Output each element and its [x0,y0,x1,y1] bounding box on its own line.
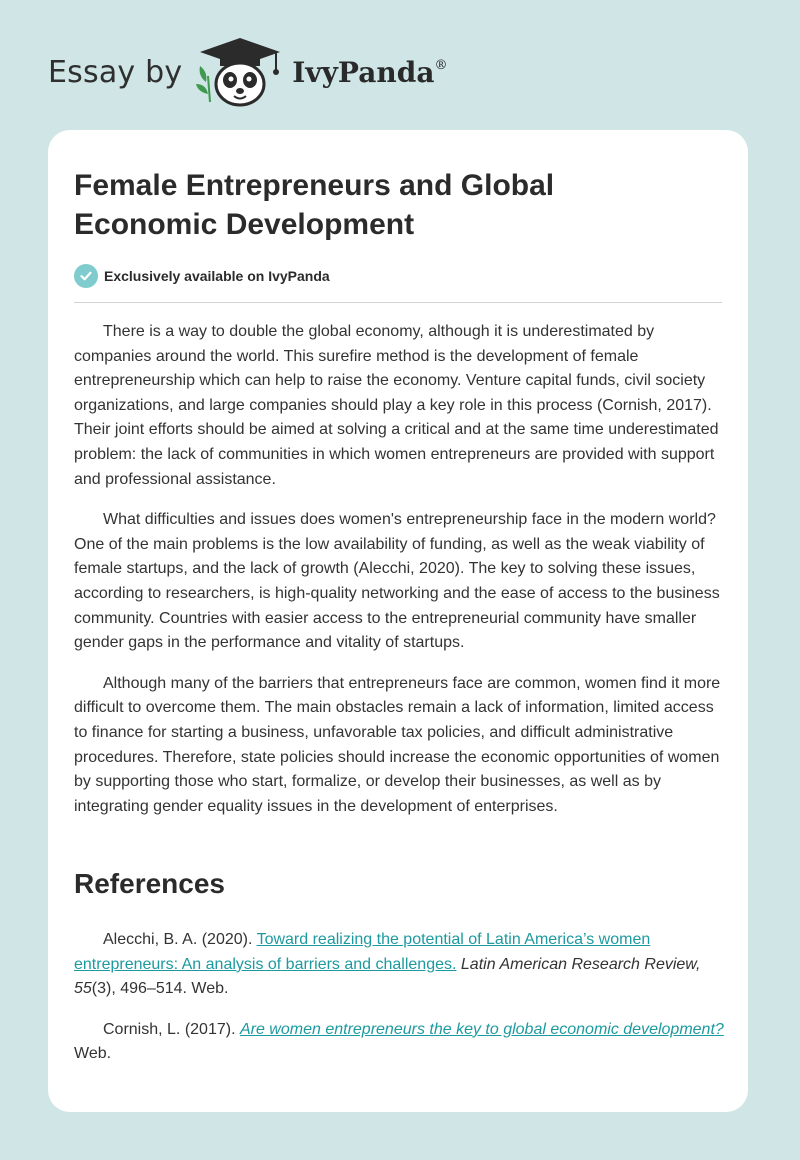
reference-item [74,928,724,1002]
exclusive-badge [74,264,330,288]
checkmark-icon [74,264,98,288]
essay-card [48,130,748,1112]
reference-suffix: (3), 496–514. Web. [91,980,229,998]
reference-suffix: Web. [74,1045,112,1063]
brand-name[interactable] [292,56,447,89]
paragraph: What difficulties and issues does women's entrepreneurship face in the modern world? One of the main problems is the low availability of funding, as well as the weak viability of female startups, and the lack of growth (Alecchi, 2020). The key to solving these issues, according to researchers, is high-quality networking and the ease of access to the business community. Countries with easier access to the entrepreneurial community have smaller gender gaps in the performance and vitality of startups. [74,511,720,652]
references-list [74,928,724,1083]
paragraph: Although many of the barriers that entrepreneurs face are common, women find it more difficult to overcome them. The main obstacles remain a lack of information, limited access to finance for starting a business, unfavorable tax policies, and difficult administrative procedures. Therefore, state policies should increase the economic opportunities of women by supporting those who start, formalize, or develop their businesses, as well as by integrating gender equality issues in the development of enterprises. [74,674,721,815]
reference-journal: Latin American Research Review, 55 [74,955,701,998]
reference-prefix: Alecchi, B. A. (2020). [103,931,257,948]
reference-link[interactable]: Are women entrepreneurs the key to global economic development? [239,1020,724,1038]
essay-body [74,320,724,835]
reference-link[interactable]: Toward realizing the potential of Latin America’s women entrepreneurs: An analysis of barriers and challenges. [74,931,651,973]
reference-prefix: Cornish, L. (2017). [103,1020,240,1038]
essay-by-label: Essay by [48,54,183,90]
references-heading: References [74,868,225,899]
essay-title: Female Entrepreneurs and Global Economic Development [74,169,555,241]
paragraph: There is a way to double the global economy, although it is underestimated by companies around the world. This surefire method is the development of female entrepreneurship which can help to raise the economy. Venture capital funds, civil society organizations, and large companies should play a key role in this process (Cornish, 2017). Their joint efforts should be aimed at solving a critical and at the same time underestimated problem: the lack of communities in which women entrepreneurs are provided with support and professional assistance. [74,323,719,488]
exclusive-label: Exclusively available on IvyPanda [104,268,330,284]
registered-mark: ® [434,57,448,73]
brand-text: IvyPanda [292,55,435,89]
ivypanda-logo-icon[interactable] [194,36,286,108]
divider [74,302,722,303]
site-header [48,36,447,108]
reference-item [74,1018,724,1067]
